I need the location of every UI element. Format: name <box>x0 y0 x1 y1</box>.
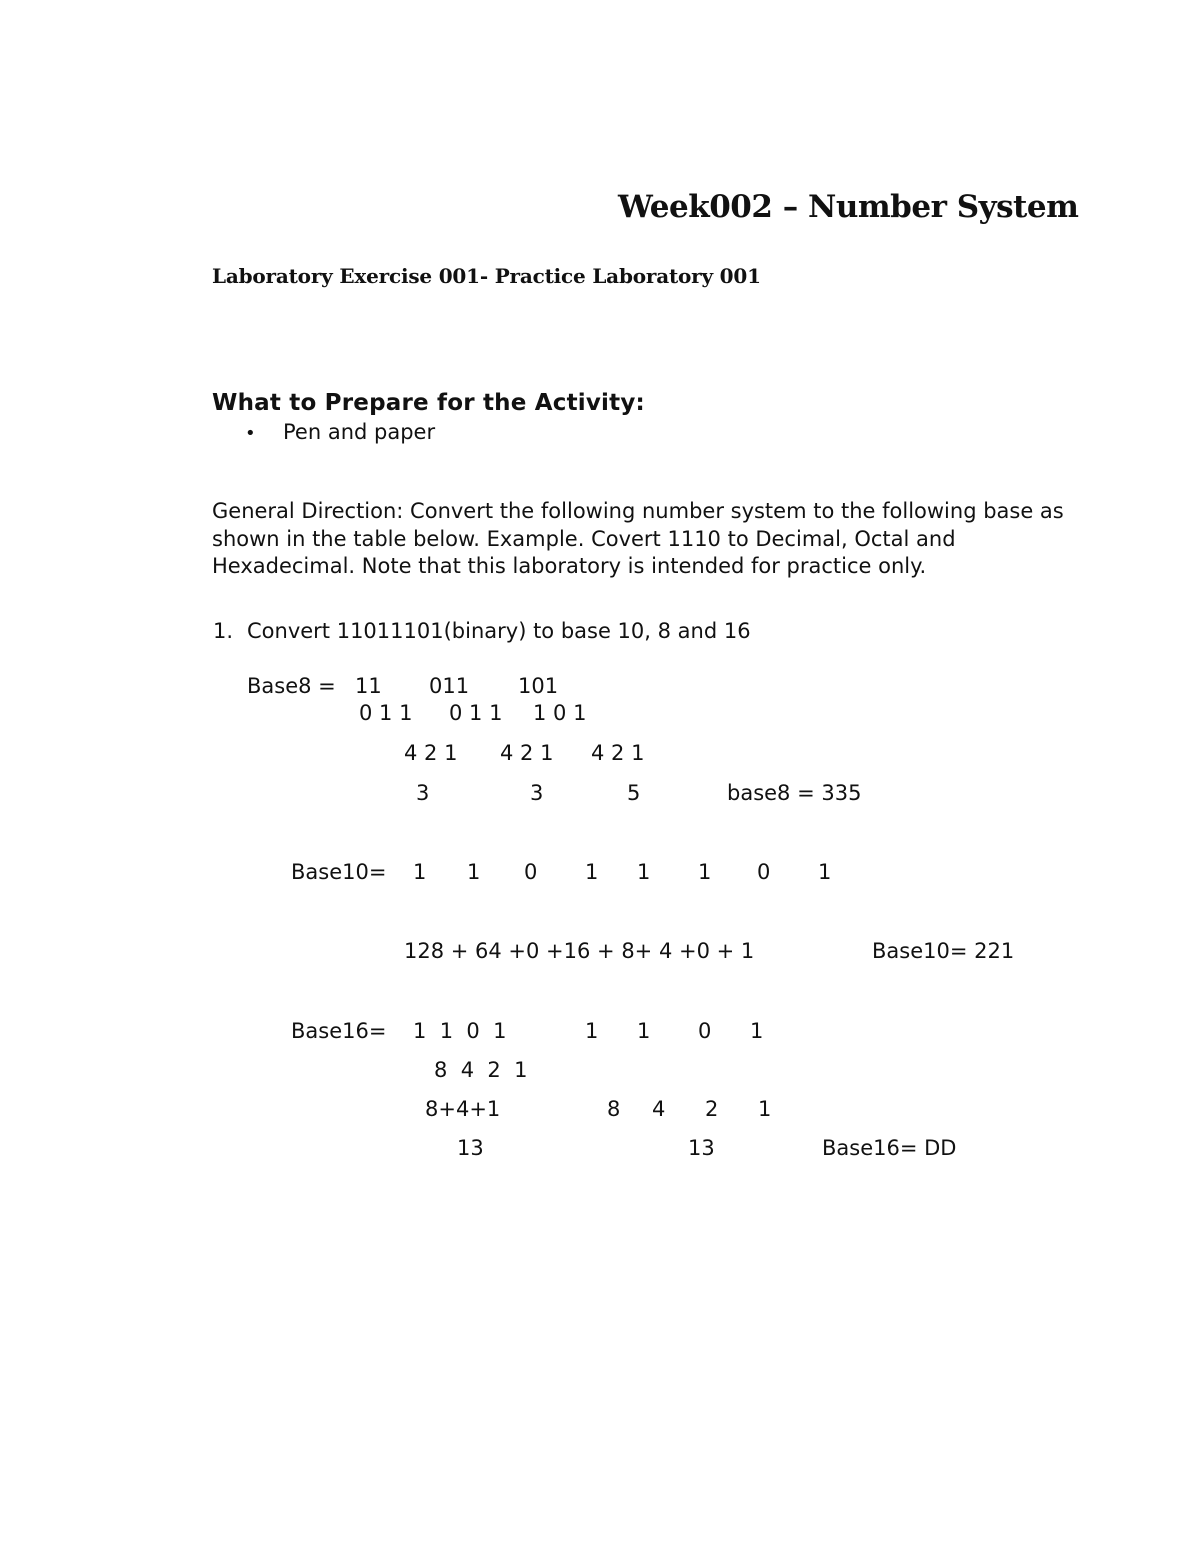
base8-weights: 4 2 1 <box>500 741 554 765</box>
base8-digit: 5 <box>627 781 641 805</box>
base16-nibble: 1 1 0 1 <box>413 1019 507 1043</box>
base10-sum: 128 + 64 +0 +16 + 8+ 4 +0 + 1 <box>404 939 755 963</box>
base10-result: Base10= 221 <box>872 939 1015 963</box>
base10-bit: 1 <box>585 860 599 884</box>
base8-padded-group: 0 1 1 <box>449 701 503 725</box>
base8-result: base8 = 335 <box>727 781 862 805</box>
base16-weight: 2 <box>705 1097 719 1121</box>
base16-weight: 4 <box>652 1097 666 1121</box>
base16-value: 13 <box>457 1136 484 1160</box>
base16-value: 13 <box>688 1136 715 1160</box>
prepare-item: Pen and paper <box>283 420 436 444</box>
page-subtitle: Laboratory Exercise 001- Practice Laboratory 001 <box>212 264 761 288</box>
base10-bit: 1 <box>637 860 651 884</box>
base16-sum: 8+4+1 <box>425 1097 501 1121</box>
prepare-heading: What to Prepare for the Activity: <box>212 390 645 416</box>
base8-weights: 4 2 1 <box>591 741 645 765</box>
base16-bit: 1 <box>585 1019 599 1043</box>
item-text: Convert 11011101(binary) to base 10, 8 and 16 <box>247 619 751 643</box>
base16-weight: 8 <box>607 1097 621 1121</box>
page-title: Week002 – Number System <box>618 189 1079 225</box>
base10-bit: 0 <box>757 860 771 884</box>
base8-group: 011 <box>429 674 470 698</box>
base8-weights: 4 2 1 <box>404 741 458 765</box>
base16-weight: 1 <box>758 1097 772 1121</box>
base8-padded-group: 0 1 1 <box>359 701 413 725</box>
base8-digit: 3 <box>530 781 544 805</box>
base16-result: Base16= DD <box>822 1136 957 1160</box>
base10-label: Base10= <box>291 860 387 884</box>
base16-bit: 0 <box>698 1019 712 1043</box>
base16-label: Base16= <box>291 1019 387 1043</box>
base10-bit: 0 <box>524 860 538 884</box>
item-number: 1. <box>213 619 234 643</box>
base8-padded-group: 1 0 1 <box>533 701 587 725</box>
general-direction: General Direction: Convert the following number system to the following base as shown in the table below. Example. Covert 1110 to Decimal, Octal and Hexadecimal. Note that this laboratory is intended for practice only. <box>212 499 1064 578</box>
base8-label: Base8 = <box>247 674 336 698</box>
base10-bit: 1 <box>698 860 712 884</box>
base10-bit: 1 <box>413 860 427 884</box>
bullet-icon: • <box>245 423 256 444</box>
base8-digit: 3 <box>416 781 430 805</box>
base10-bit: 1 <box>467 860 481 884</box>
base10-bit: 1 <box>818 860 832 884</box>
base8-group: 11 <box>355 674 382 698</box>
base8-group: 101 <box>518 674 559 698</box>
base16-bit: 1 <box>637 1019 651 1043</box>
base16-bit: 1 <box>750 1019 764 1043</box>
base16-weights: 8 4 2 1 <box>434 1058 528 1082</box>
